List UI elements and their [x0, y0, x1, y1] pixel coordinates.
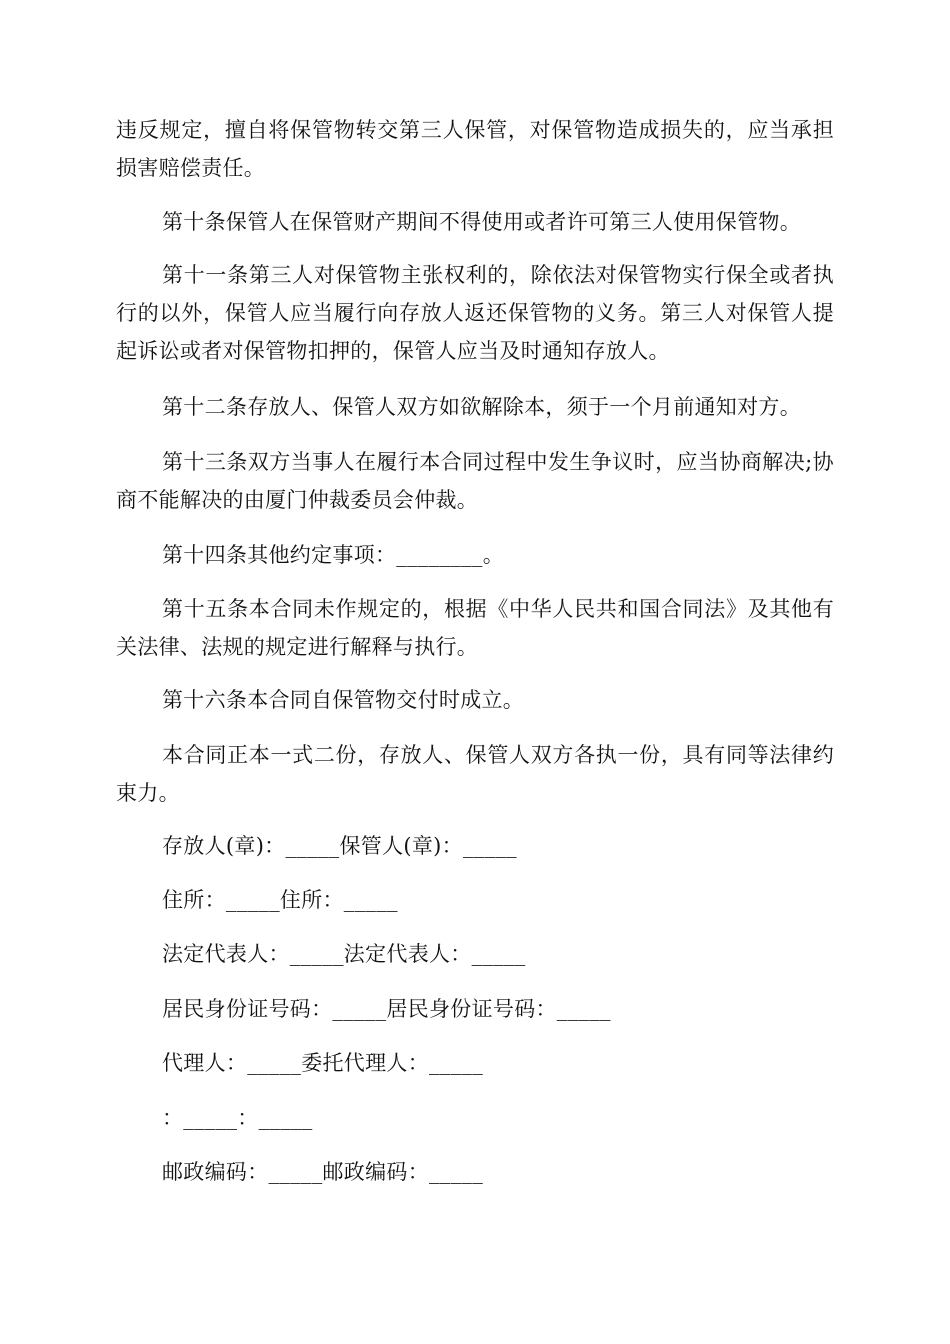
paragraph-clause-13: 第十三条双方当事人在履行本合同过程中发生争议时，应当协商解决;协商不能解决的由厦门仲裁委员会仲裁。 — [116, 450, 834, 512]
signature-line-agent: 代理人：_____委托代理人：_____ — [162, 1051, 483, 1075]
paragraph-clause-16: 第十六条本合同自保管物交付时成立。 — [162, 688, 525, 712]
paragraph-clause-14: 第十四条其他约定事项：________。 — [162, 543, 504, 567]
paragraph-clause-15: 第十五条本合同未作规定的，根据《中华人民共和国合同法》及其他有关法律、法规的规定进行解释与执行。 — [116, 597, 834, 659]
signature-line-id-number: 居民身份证号码：_____居民身份证号码：_____ — [162, 997, 611, 1021]
signature-line-legal-rep: 法定代表人：_____法定代表人：_____ — [162, 942, 526, 966]
signature-line-address: 住所：_____住所：_____ — [162, 888, 398, 912]
signature-line-seal: 存放人(章)：_____保管人(章)：_____ — [162, 834, 517, 858]
paragraph-copies: 本合同正本一式二份，存放人、保管人双方各执一份，具有同等法律约束力。 — [116, 743, 834, 805]
paragraph-clause-12: 第十二条存放人、保管人双方如欲解除本，须于一个月前通知对方。 — [162, 395, 801, 419]
signature-line-blank: ：_____：_____ — [162, 1106, 313, 1130]
signature-line-postcode: 邮政编码：_____邮政编码：_____ — [162, 1160, 483, 1184]
paragraph-clause-10: 第十条保管人在保管财产期间不得使用或者许可第三人使用保管物。 — [162, 210, 801, 234]
paragraph-clause-9-continuation: 违反规定，擅自将保管物转交第三人保管，对保管物造成损失的，应当承担损害赔偿责任。 — [116, 118, 834, 180]
paragraph-clause-11: 第十一条第三人对保管物主张权利的，除依法对保管物实行保全或者执行的以外，保管人应当履行向存放人返还保管物的义务。第三人对保管人提起诉讼或者对保管物扣押的，保管人应当及时通知存放人。 — [116, 263, 834, 363]
